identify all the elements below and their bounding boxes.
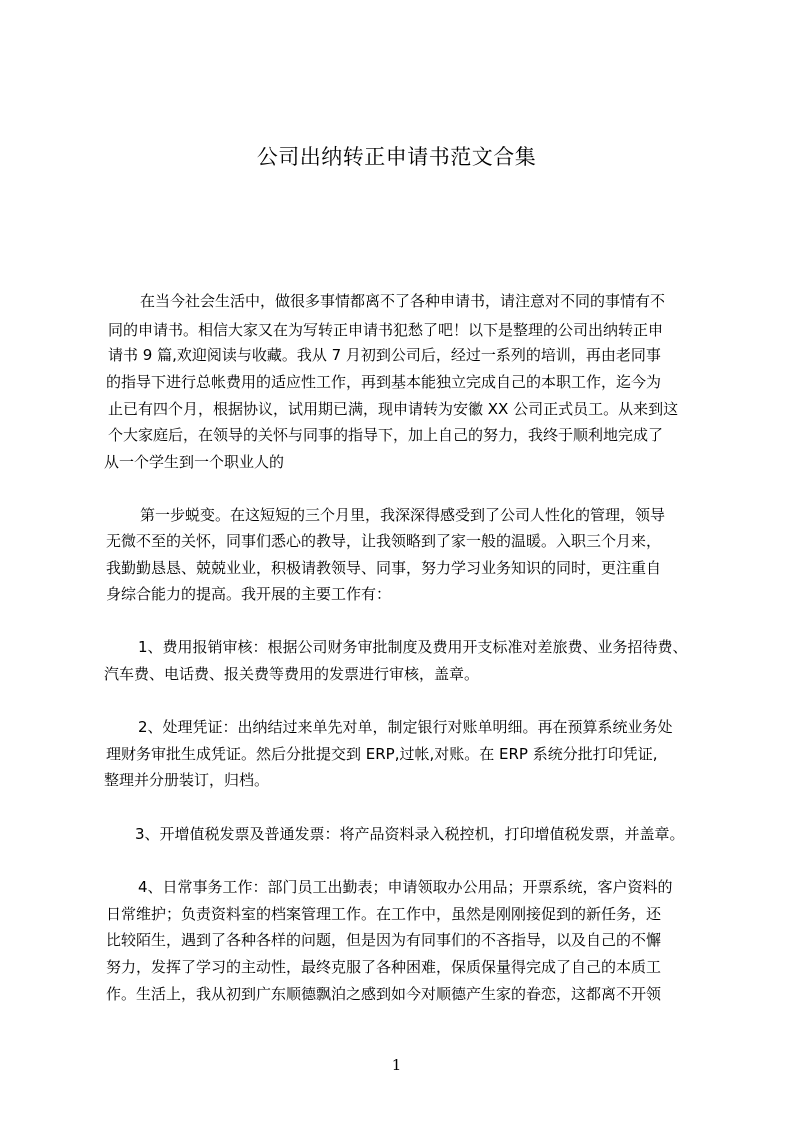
paragraph-6-line-4: 努力，发挥了学习的主动性，最终克服了各种困难，保质保量得完成了自己的本质工 bbox=[106, 958, 662, 976]
paragraph-1-line-1: 在当今社会生活中，做很多事情都离不了各种申请书，请注意对不同的事情有不 bbox=[140, 292, 666, 310]
paragraph-1-line-6: 个大家庭后，在领导的关怀与同事的指导下，加上自己的努力，我终于顺利地完成了 bbox=[108, 426, 664, 444]
paragraph-1-line-7: 从一个学生到一个职业人的 bbox=[104, 453, 285, 471]
paragraph-3-line-1: 1、费用报销审核：根据公司财务审批制度及费用开支标准对差旅费、业务招待费、 bbox=[138, 638, 688, 656]
paragraph-6-line-1: 4、日常事务工作：部门员工出勤表；申请领取办公用品；开票系统，客户资料的 bbox=[138, 878, 673, 896]
paragraph-5-line-1: 3、开增值税发票及普通发票：将产品资料录入税控机，打印增值税发票，并盖章。 bbox=[135, 825, 685, 843]
paragraph-6-line-3: 比较陌生，遇到了各种各样的问题，但是因为有同事们的不吝指导，以及自己的不懈 bbox=[106, 931, 662, 949]
paragraph-6-line-5: 作。生活上，我从初到广东顺德飘泊之感到如今对顺德产生家的眷恋，这都离不开领 bbox=[106, 985, 662, 1003]
paragraph-2-line-1: 第一步蜕变。在这短短的三个月里，我深深得感受到了公司人性化的管理，领导 bbox=[140, 506, 666, 524]
paragraph-4-line-3: 整理并分册装订，归档。 bbox=[104, 771, 270, 789]
paragraph-4-line-2: 理财务审批生成凭证。然后分批提交到 ERP,过帐,对账。在 ERP 系统分批打印凭证, bbox=[106, 745, 658, 763]
paragraph-1-line-3: 请书 9 篇,欢迎阅读与收藏。我从 7 月初到公司后，经过一系列的培训，再由老同事 bbox=[108, 346, 661, 364]
page-number: 1 bbox=[391, 1056, 402, 1074]
paragraph-2-line-4: 身综合能力的提高。我开展的主要工作有： bbox=[106, 585, 392, 603]
paragraph-1-line-5: 止已有四个月，根据协议，试用期已满，现申请转为安徽 XX 公司正式员工。从来到这 bbox=[108, 400, 679, 418]
paragraph-1-line-4: 的指导下进行总帐费用的适应性工作，再到基本能独立完成自己的本职工作，迄今为 bbox=[106, 373, 662, 391]
paragraph-4-line-1: 2、处理凭证：出纳结过来单先对单，制定银行对账单明细。再在预算系统业务处 bbox=[138, 718, 673, 736]
paragraph-6-line-2: 日常维护；负责资料室的档案管理工作。在工作中，虽然是刚刚接促到的新任务，还 bbox=[106, 905, 662, 923]
paragraph-2-line-2: 无微不至的关怀，同事们悉心的教导，让我领略到了家一般的温暖。入职三个月来， bbox=[106, 532, 662, 550]
paragraph-1-line-2: 同的申请书。相信大家又在为写转正申请书犯愁了吧！以下是整理的公司出纳转正申 bbox=[108, 321, 664, 339]
document-title: 公司出纳转正申请书范文合集 bbox=[256, 145, 537, 169]
paragraph-2-line-3: 我勤勤恳恳、兢兢业业，积极请教领导、同事，努力学习业务知识的同时，更注重自 bbox=[106, 559, 662, 577]
paragraph-3-line-2: 汽车费、电话费、报关费等费用的发票进行审核，盖章。 bbox=[104, 665, 480, 683]
